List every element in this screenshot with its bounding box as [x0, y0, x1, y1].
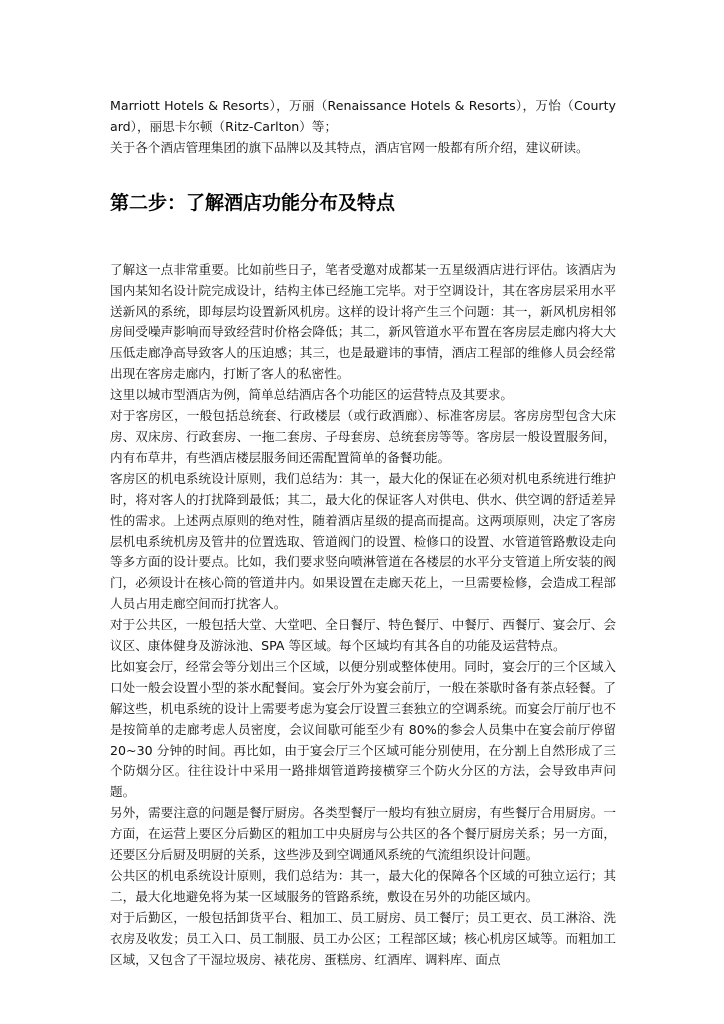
section-paragraph-5: 对于公共区，一般包括大堂、大堂吧、全日餐厅、特色餐厅、中餐厅、西餐厅、宴会厅、会议区、康体健身及游泳池、SPA 等区域。每个区域均有其各自的功能及运营特点。: [110, 617, 616, 654]
section-paragraph-3: 对于客房区，一般包括总统套、行政楼层（或行政酒廊）、标准客房层。客房房型包含大床房、双床房、行政套房、一拖二套房、子母套房、总统套房等等。客房层一般设置服务间，内有布草井，有些酒店楼层服务间还需配置简单的备餐功能。: [110, 408, 616, 465]
section-paragraph-8: 公共区的机电系统设计原则，我们总结为：其一，最大化的保障各个区域的可独立运行；其二，最大化地避免将为某一区域服务的管路系统，敷设在另外的功能区域内。: [110, 868, 616, 904]
section-paragraph-6: 比如宴会厅，经常会等分划出三个区域，以便分别或整体使用。同时，宴会厅的三个区域入口处一般会设置小型的茶水配餐间。宴会厅外为宴会前厅，一般在茶歇时备有茶点轻餐。了解这些，机电系统的设计上需要考虑为宴会厅设置三套独立的空调系统。而宴会厅前厅也不是按简单的走廊考虑人员密度，会议间歇可能至少有 80%的参会人员集中在宴会前厅停留 20~30 分钟的时间。再比如，由于宴会厅三个区域可能分别使用，在分割上自然形成了三个防烟分区。往往设计中采用一路排烟管道跨接横穿三个防火分区的方法，会导致串声问题。: [110, 658, 616, 800]
document-page: [110, 96, 616, 971]
section-paragraph-2: 这里以城市型酒店为例，简单总结酒店各个功能区的运营特点及其要求。: [110, 387, 513, 403]
section-paragraph-4: 客房区的机电系统设计原则，我们总结为：其一，最大化的保证在必须对机电系统进行维护时，将对客人的打扰降到最低；其二，最大化的保证客人对供电、供水、供空调的舒适差异性的需求。上述两点原则的绝对性，随着酒店星级的提高而提高。这两项原则，决定了客房层机电系统机房及管井的位置选取、管道阀门的设置、检修口的设置、水管道管路敷设走向等多方面的设计要点。比如，我们要求竖向喷淋管道在各楼层的水平分支管道上所安装的阀门，必须设计在核心筒的管道井内。如果设置在走廊天花上，一旦需要检修，会造成工程部人员占用走廊空间而打扰客人。: [110, 470, 616, 612]
section-paragraph-7: 另外，需要注意的问题是餐厅厨房。各类型餐厅一般均有独立厨房，有些餐厅合用厨房。一方面，在运营上要区分后勤区的粗加工中央厨房与公共区的各个餐厅厨房关系；另一方面，还要区分后厨及明厨的关系，这些涉及到空调通风系统的气流组织设计问题。: [110, 805, 616, 863]
intro-paragraph-2: 关于各个酒店管理集团的旗下品牌以及其特点，酒店官网一般都有所介绍，建议研读。: [110, 139, 589, 155]
intro-paragraph-1: Marriott Hotels & Resorts），万丽（Renaissance Hotels & Resorts），万怡（Courtyard），丽思卡尔顿（Ritz-Carlton）等；: [110, 98, 616, 134]
section-heading: 第二步：了解酒店功能分布及特点: [110, 191, 396, 214]
section-paragraph-9: 对于后勤区，一般包括卸货平台、粗加工、员工厨房、员工餐厅；员工更衣、员工淋浴、洗衣房及收发；员工入口、员工制服、员工办公区；工程部区域；核心机房区域等。而粗加工区域，又包含了干湿垃圾房、裱花房、蛋糕房、红酒库、调料库、面点: [110, 909, 616, 967]
section-paragraph-1: 了解这一点非常重要。比如前些日子，笔者受邀对成都某一五星级酒店进行评估。该酒店为国内某知名设计院完成设计，结构主体已经施工完毕。对于空调设计，其在客房层采用水平送新风的系统，即每层均设置新风机房。这样的设计将产生三个问题：其一，新风机房相邻房间受噪声影响而导致经营时价格会降低；其二，新风管道水平布置在客房层走廊内将大大压低走廊净高导致客人的压迫感；其三，也是最避讳的事情，酒店工程部的维修人员会经常出现在客房走廊内，打断了客人的私密性。: [110, 261, 616, 382]
